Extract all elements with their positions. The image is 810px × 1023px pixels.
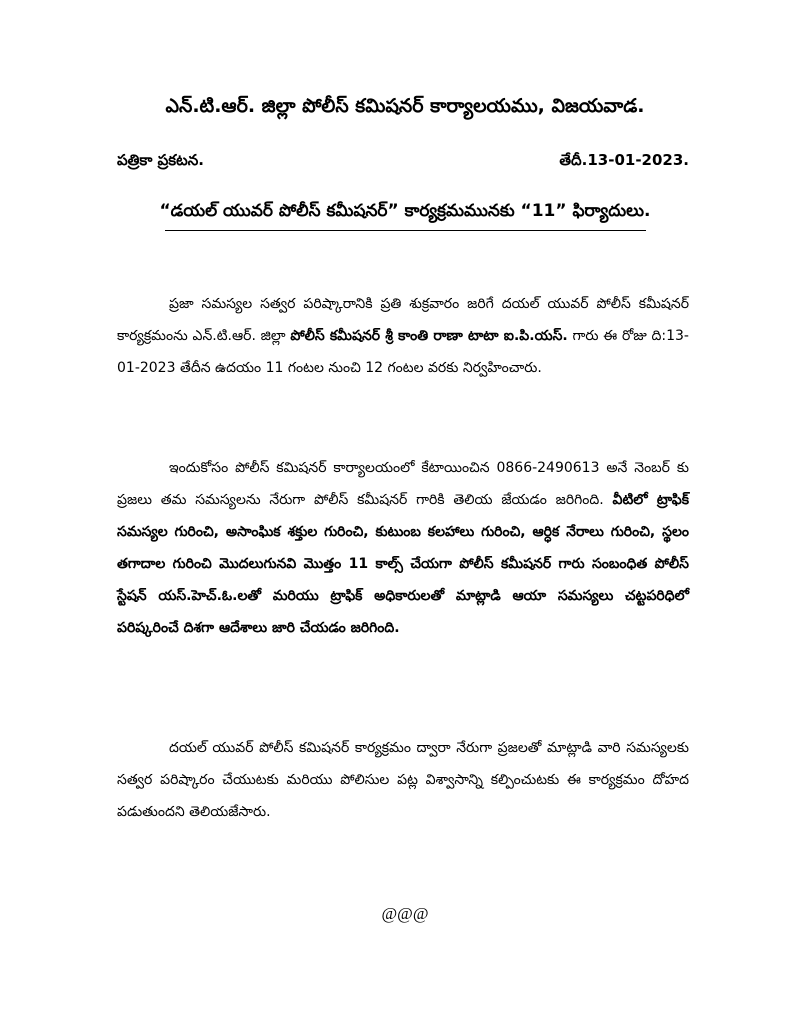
paragraph-call-details (117, 452, 689, 644)
press-meta-row (117, 150, 689, 172)
press-release-label: పత్రికా ప్రకటన. (117, 151, 204, 169)
paragraph1-text-end: గారు ఈ రోజు ది:13-01-2023 తేదీన ఉదయం 11 గంటల నుంచి 12 గంటల వరకు నిర్వహించారు. (117, 328, 689, 376)
paragraph2-text-normal: ఇందుకోసం పోలీస్ కమిషనర్ కార్యాలయంలో కేటాయించిన 0866-2490613 అనే నెంబర్ కు ప్రజలు తమ సమస్యలను నేరుగా పోలీస్ కమీషనర్ గారికి తెలియ జేయడం జరిగింది. (117, 460, 689, 508)
release-date: తేదీ.13-01-2023. (559, 151, 689, 169)
subject-underline (165, 230, 646, 231)
commissioner-name: పోలీస్ కమీషనర్ శ్రీ కాంతి రాణా టాటా ఐ.పి.యస్. (290, 328, 568, 344)
paragraph2-text-bold: వీటిలో ట్రాఫిక్ సమస్యల గురించి, అసాంఘిక శక్తుల గురించి, కుటుంబ కలహాలు గురించి, ఆర్ధిక నేరాలు గురించి, స్థలం తగాదాల గురించి మొదలుగునవి మొత్తం 11 కాల్స్ చేయగా పోలీస్ కమీషనర్ గారు సంబంధిత పోలీస్ స్టేషన్ యస్.హెచ్.ఓ.లతో మరియు ట్రాఫిక్ అధికారులతో మాట్లాడి ఆయా సమస్యలు చట్టపరిధిలో పరిష్కరించే దిశగా ఆదేశాలు జారి చేయడం జరిగింది. (117, 492, 689, 636)
office-header-title: ఎన్.టి.ఆర్. జిల్లా పోలీస్ కమిషనర్ కార్యాలయము, విజయవాడ. (165, 95, 645, 117)
paragraph-program-summary (117, 288, 689, 384)
paragraph-conclusion (117, 732, 689, 828)
paragraph3-text: దయల్ యువర్ పోలీస్ కమిషనర్ కార్యక్రమం ద్వారా నేరుగా ప్రజలతో మాట్లాడి వారి సమస్యలకు సత్వర పరిష్కారం చేయుటకు మరియు పోలిసుల పట్ల విశ్వాసాన్ని కల్పించుటకు ఈ కార్యక్రమం దోహద పడుతుందని తెలియజేసారు. (117, 740, 689, 820)
subject-heading: “డయల్ యువర్ పోలీస్ కమీషనర్” కార్యక్రమమునకు “11” ఫిర్యాదులు. (159, 201, 651, 221)
end-mark: @@@ (381, 904, 429, 923)
paragraph1-text-start: ప్రజా సమస్యల సత్వర పరిష్కారానికి ప్రతి శుక్రవారం జరిగే దయల్ యువర్ పోలీస్ కమీషనర్ కార్యక్రమంను ఎన్.టి.ఆర్. జిల్లా (117, 296, 689, 344)
